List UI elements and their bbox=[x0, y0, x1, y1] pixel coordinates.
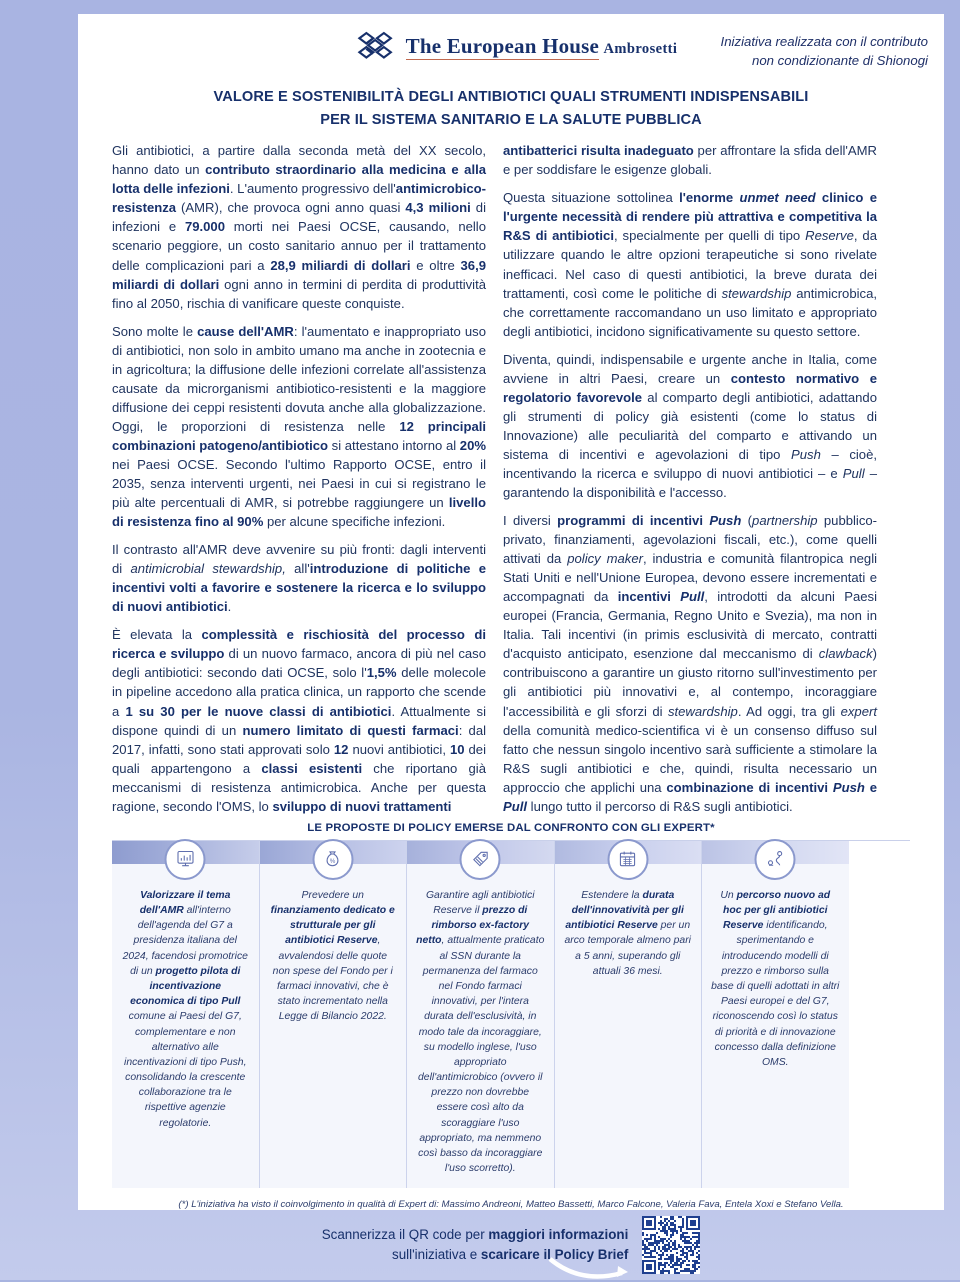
qr-footer-line2: sull'iniziativa e scaricare il Policy Brief bbox=[392, 1247, 629, 1262]
proposal-card bbox=[555, 841, 703, 1189]
proposal-card-bar bbox=[260, 841, 407, 864]
article-body bbox=[78, 141, 944, 816]
proposal-card-text: Estendere la durata dell'innovatività per gli antibiotici Reserve per un arco temporale almeno pari a 5 anni, superando gli attuali 36 mesi. bbox=[564, 889, 691, 977]
paragraph: Gli antibiotici, a partire dalla seconda metà del XX secolo, hanno dato un contributo straordinario alla medicina e alla lotta delle infezioni. L'aumento progressivo dell'antimicrobico-resistenza (AMR), che provoca ogni anno quasi 4,3 milioni di infezioni e 79.000 morti nei Paesi OCSE, causando, nello scenario peggiore, un costo sanitario annuo per il trattamento delle complicazioni pari a 28,9 miliardi di dollari e oltre 36,9 miliardi di dollari ogni anno in termini di perdita di produttività fino al 2050, rischia di vanificare queste conquiste. bbox=[112, 143, 487, 311]
paragraph: I diversi programmi di incentivi Push (partnership pubblico-privato, finanziamenti, agevolazioni fiscali, etc.), come quelli attivati da policy maker, industria e comunità filantropica negli Stati Uniti e nell'Unione Europea, devono essere incrementati e accompagnati da incentivi Pull, introdotti da alcuni Paesi europei (Francia, Germania, Regno Unito e Svezia), ma non in Italia. Tali incentivi (in primis esclusività di mercato, contratti d'acquisto anticipato, esenzione dal meccanismo di clawback) contribuiscono a garantire un giusto ritorno sull'investimento per gli antibiotici più innovativi e, al contempo, incoraggiare l'accessibilità e gli sforzi di stewardship. Ad oggi, tra gli expert della comunità medico-scientifica vi è un consenso diffuso sul fatto che nessun singolo incentivo sarà sufficiente a stimolare la R&S sugli antibiotici e che, quindi, risulta necessario un approccio che applichi una combinazione di incentivi Push e Pull lungo tutto il percorso di R&S sugli antibiotici. bbox=[503, 513, 878, 814]
qr-footer-line1: Scannerizza il QR code per maggiori informazioni bbox=[321, 1226, 629, 1242]
price-tag-icon bbox=[460, 839, 501, 880]
page-title bbox=[138, 86, 884, 131]
document-header bbox=[78, 14, 944, 80]
paragraph: antibatterici risulta inadeguato per affrontare la sfida dell'AMR e per soddisfare le esigenze globali. bbox=[503, 143, 878, 178]
curved-arrow-icon bbox=[548, 1256, 634, 1282]
qr-footer-text bbox=[322, 1225, 629, 1265]
paragraph: Questa situazione sottolinea l'enorme unmet need clinico e l'urgente necessità di rendere più attrattiva e competitiva la R&S di antibiotici, specialmente per quelli di tipo Reserve, da utilizzare quando le altre opzioni terapeutiche si sono rivelate inefficaci. Nel caso di questi antibiotici, la breve durata dei trattamenti, così come le politiche di stewardship antimicrobica, che correttamente raccomandano un uso limitato e appropriato degli antibiotici, incidono significativamente su questo settore. bbox=[503, 190, 878, 339]
logo-primary-text: The European House bbox=[405, 34, 600, 59]
experts-footnote: (*) L'iniziativa ha visto il coinvolgimento in qualità di Expert di: Massimo Andreoni, Matteo Bassetti, Marco Falcone, Valeria Fava, Entela Xoxi e Stefano Vella. bbox=[178, 1199, 844, 1211]
column-right bbox=[503, 141, 877, 816]
proposals-heading: LE PROPOSTE DI POLICY EMERSE DAL CONFRONTO CON GLI EXPERT* bbox=[307, 821, 715, 834]
proposal-card bbox=[702, 841, 849, 1189]
ambrosetti-logo bbox=[355, 30, 678, 64]
sponsor-credit bbox=[721, 32, 928, 70]
paragraph: È elevata la complessità e rischiosità del processo di ricerca e sviluppo di un nuovo farmaco, ancora di più nel caso degli antibiotici: secondo dati OCSE, solo l'1,5% delle molecole in pipeline accedono alla pratica clinica, un rapporto che scende a 1 su 30 per le nuove classi di antibiotici. Attualmente si dispone quindi di un numero limitato di questi farmaci: dal 2017, infatti, sono stati approvati solo 12 nuovi antibiotici, 10 dei quali appartengono a classi esistenti che riportano già meccanismi di resistenza antimicrobica. Anche per questa ragione, secondo l'OMS, lo sviluppo di nuovi trattamenti bbox=[112, 627, 487, 814]
content-sheet bbox=[78, 14, 944, 1210]
proposal-card bbox=[407, 841, 555, 1189]
ambrosetti-knot-logo-icon bbox=[355, 30, 397, 64]
sponsor-credit-line1: Iniziativa realizzata con il contributo bbox=[720, 34, 928, 49]
proposal-card-bar bbox=[112, 841, 259, 864]
proposal-card-text: Valorizzare il tema dell'AMR all'interno dell'agenda del G7 a presidenza italiana del 2024, facendosi promotrice di un progetto pilota di incentivazione economica di tipo Pull comune ai Paesi del G7, complementare e non alternativo alle incentivazioni di tipo Push, consolidando la crescente collaborazione tra le rispettive agenzie regolatorie. bbox=[122, 889, 248, 1129]
calendar-icon bbox=[607, 839, 648, 880]
proposal-card-text: Garantire agli antibiotici Reserve il prezzo di rimborso ex-factory netto, attualmente praticato al SSN durante la permanenza del farmaco nel Fondo farmaci innovativi, per l'intera durata dell'esclusività, in modo tale da incoraggiare, su modello inglese, l'uso appropriato dell'antimicrobico (ovvero il prezzo non dovrebbe essere così alto da scoraggiare l'uso appropriato, ma nemmeno così basso da incoraggiare l'uso scorretto). bbox=[416, 889, 545, 1175]
qr-code[interactable] bbox=[642, 1216, 700, 1274]
proposal-card-bar bbox=[555, 841, 702, 864]
paragraph: Sono molte le cause dell'AMR: l'aumentato e inappropriato uso di antibiotici, non solo in ambito umano ma anche in zootecnia e in agricoltura; la diffusione delle infezioni correlate all'assistenza causate da microrganismi antibiotico-resistenti e la maggiore diffusione dei ceppi resistenti dovuta anche alla globalizzazione. Oggi, le proporzioni di resistenza nelle 12 principali combinazioni patogeno/antibiotico si attestano intorno al 20% nei Paesi OCSE. Secondo l'ultimo Rapporto OCSE, entro il 2035, senza interventi urgenti, nei Paesi in cui si registrano le più alte percentuali di AMR, si potrebbe raggiungere un livello di resistenza fino al 90% per alcune specifiche infezioni. bbox=[112, 323, 487, 530]
proposal-card-text: Prevedere un finanziamento dedicato e strutturale per gli antibiotici Reserve, avvalendosi delle quote non spese del Fondo per i farmaci innovativi, che è stato incrementato nella Legge di Bilancio 2022. bbox=[270, 889, 395, 1023]
page-title-line1: VALORE E SOSTENIBILITÀ DEGLI ANTIBIOTICI QUALI STRUMENTI INDISPENSABILI bbox=[213, 89, 809, 105]
page-title-line2: PER IL SISTEMA SANITARIO E LA SALUTE PUBBLICA bbox=[320, 111, 702, 128]
proposal-card-text: Un percorso nuovo ad hoc per gli antibiotici Reserve identificando, sperimentando e introducendo modelli di prezzo e rimborso sulla base di quelli adottati in altri Paesi europei e del G7, riconoscendo così lo status di priorità e di innovazione concesso dalla definizione OMS. bbox=[711, 889, 840, 1068]
paragraph: Diventa, quindi, indispensabile e urgente anche in Italia, come avviene in altri Paesi, creare un contesto normativo e regolatorio favorevole al comparto degli antibiotici, adattando gli strumenti di policy già esistenti (come lo status di Innovazione) alle peculiarità del comparto e attivando un sistema di incentivi e agevolazioni di tipo Push – cioè, incentivando la ricerca e sviluppo di nuovi antibiotici – e Pull – garantendo la disponibilità e l'accesso. bbox=[503, 351, 877, 501]
proposal-card-bar bbox=[407, 841, 554, 864]
proposal-card-bar bbox=[702, 841, 849, 864]
paragraph: Il contrasto all'AMR deve avvenire su più fronti: dagli interventi di antimicrobial stewardship, all'introduzione di politiche e incentivi volti a favorire e sostenere la ricerca e lo sviluppo di nuovi antibiotici. bbox=[112, 542, 486, 615]
logo-secondary-text: Ambrosetti bbox=[603, 41, 678, 58]
svg-text:%: % bbox=[329, 858, 336, 866]
column-left bbox=[112, 141, 486, 816]
presentation-chart-icon bbox=[165, 839, 206, 880]
route-path-icon bbox=[755, 839, 796, 880]
proposal-card bbox=[112, 841, 260, 1189]
sponsor-credit-line2: non condizionante di Shionogi bbox=[752, 53, 928, 69]
proposal-card bbox=[260, 841, 408, 1189]
proposals-row bbox=[112, 840, 910, 1189]
money-bag-percent-icon bbox=[312, 839, 353, 880]
qr-footer bbox=[78, 1215, 944, 1275]
